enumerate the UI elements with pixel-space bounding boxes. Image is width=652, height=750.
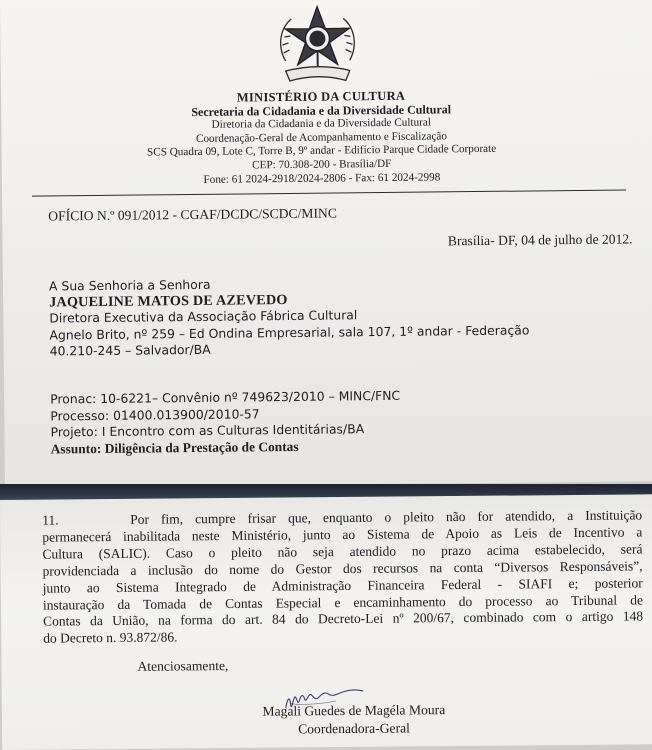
letter-date: Brasília- DF, 04 de julho de 2012.: [447, 231, 633, 249]
signer-name: Magali Guedes de Magéla Moura: [262, 702, 446, 719]
office-phone: Fone: 61 2024-2918/2024-2806 - Fax: 61 2024-2998: [203, 170, 441, 186]
letter-page-2: [0, 494, 652, 750]
paragraph-11: [42, 507, 643, 647]
paragraph-line: junto ao Sistema Integrado de Administração Financeira Federal - SIAFI e; posterior: [42, 575, 643, 596]
ref-processo: Processo: 01400.013900/2010-57: [50, 405, 260, 424]
office-address: SCS Quadra 09, Lote C, Torre B, 9º andar - Edifício Parque Cidade Corporate: [146, 143, 497, 159]
recipient-block: [49, 273, 530, 359]
recipient-street: Agnelo Brito, nº 259 – Ed Ondina Empresarial, sala 107, 1º andar - Federação: [49, 322, 530, 343]
recipient-salutation: A Sua Senhoria a Senhora: [48, 276, 211, 294]
signer-title: Coordenadora-Geral: [298, 720, 410, 737]
paragraph-line: permanecerá inabilitada neste Ministério, junto ao Sistema de Apoio as Leis de Incentivo a: [42, 524, 643, 545]
paragraph-line: providenciada a inclusão do nome do Gestor dos recursos na conta “Diversos Responsáveis”,: [42, 558, 643, 579]
closing-salutation: Atenciosamente,: [137, 658, 229, 674]
recipient-role: Diretora Executiva da Associação Fábrica Cultural: [49, 307, 358, 326]
directorate-name: Diretoria da Cidadania e da Diversidade Cultural: [211, 116, 432, 131]
recipient-name: JAQUELINE MATOS DE AZEVEDO: [49, 292, 288, 311]
letterhead: [101, 88, 542, 188]
coordination-name: Coordenação-Geral de Acompanhamento e Fiscalização: [195, 130, 448, 145]
ministry-title: MINISTÉRIO DA CULTURA: [236, 88, 406, 105]
brasao-da-republica-icon: [271, 2, 364, 89]
signer-block: [224, 701, 484, 739]
paragraph-line: instauração da Tomada de Contas Especial e encaminhamento do processo ao Tribunal de: [42, 591, 643, 613]
oficio-number: OFÍCIO N.º 091/2012 - CGAF/DCDC/SCDC/MINC: [48, 205, 337, 224]
header-divider: [32, 189, 626, 197]
paragraph-line: do Decreto n. 93.872/86.: [43, 629, 178, 646]
ref-pronac: Pronac: 10-6221– Convênio nº 749623/2010 – MINC/FNC: [50, 387, 401, 407]
paragraph-line: Contas da União, na forma do art. 84 do Decreto-Lei nº 200/67, combinado com o artigo 148: [42, 608, 644, 630]
paragraph-line: Cultura (SALIC). Caso o pleito não seja atendido no prazo acima estabelecido, será: [42, 541, 643, 562]
reference-block: [50, 388, 401, 458]
paragraph-number: 11.: [42, 512, 59, 528]
ref-projeto: Projeto: I Encontro com as Culturas Identitárias/BA: [50, 421, 365, 440]
ref-assunto: Assunto: Diligência da Prestação de Contas: [50, 438, 299, 457]
recipient-city: 40.210-245 – Salvador/BA: [49, 341, 211, 359]
paragraph-line: 11. Por fim, cumpre frisar que, enquanto o pleito não for atendido, a Instituição: [42, 507, 643, 528]
office-cep: CEP: 70.308-200 - Brasília/DF: [252, 157, 392, 172]
secretariat-name: Secretaria da Cidadania e da Diversidade Cultural: [191, 101, 452, 119]
